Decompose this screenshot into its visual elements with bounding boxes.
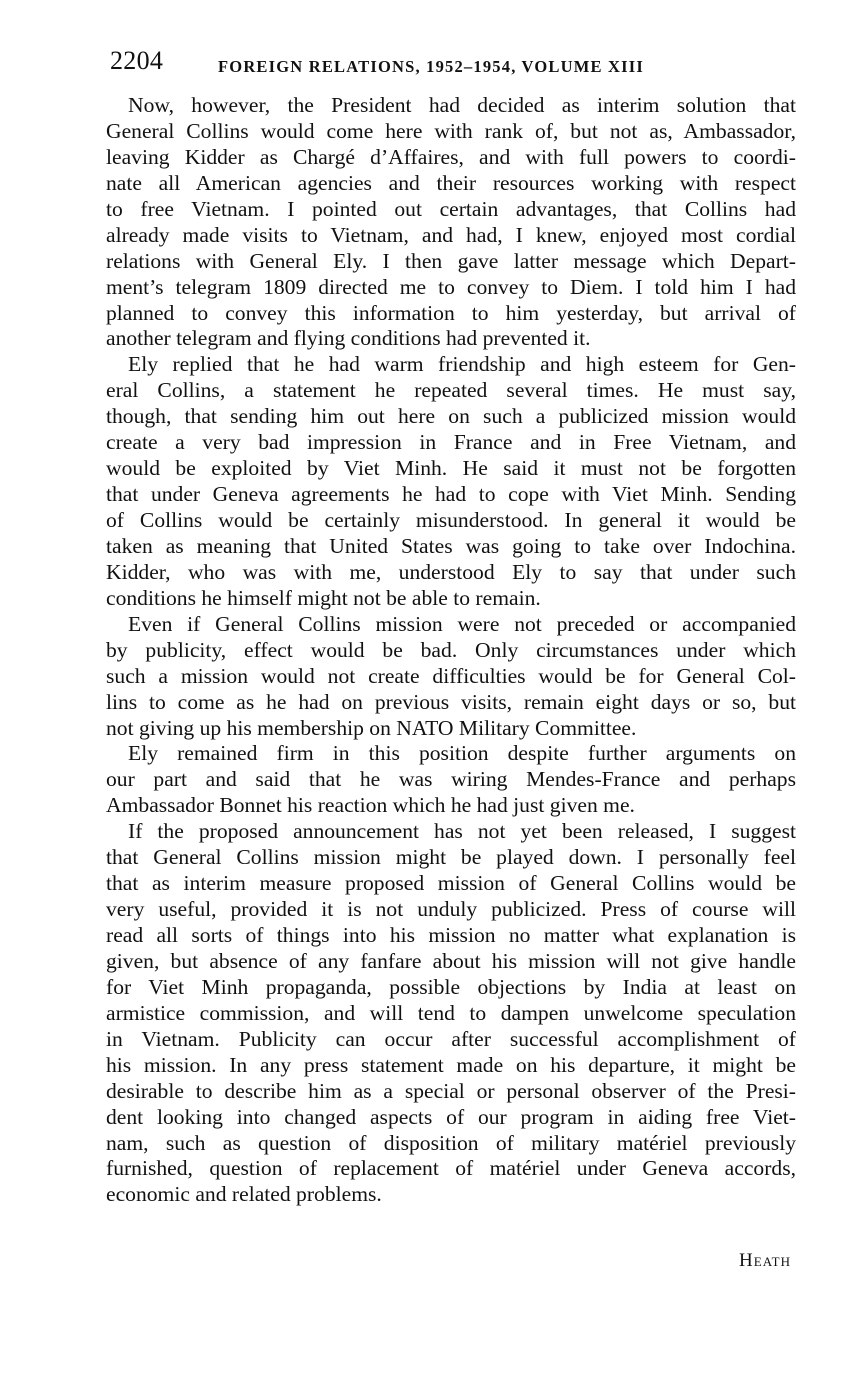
text-line: Even if General Collins mission were not preceded or accompanied <box>128 611 796 636</box>
text-line: armistice commission, and will tend to dampen unwelcome speculation <box>106 1000 796 1025</box>
signature: Heath <box>739 1250 791 1271</box>
text-line: for Viet Minh propaganda, possible objections by India at least on <box>106 974 796 999</box>
text-line: General Collins would come here with rank of, but not as, Ambassador, <box>106 118 796 143</box>
running-head: FOREIGN RELATIONS, 1952–1954, VOLUME XIII <box>218 57 644 76</box>
text-line: furnished, question of replacement of matériel under Geneva accords, <box>106 1156 796 1181</box>
text-line: Kidder, who was with me, understood Ely to say that under such <box>106 559 796 584</box>
text-line: eral Collins, a statement he repeated several times. He must say, <box>106 378 796 403</box>
text-line: another telegram and flying conditions had prevented it. <box>106 326 591 351</box>
text-line: planned to convey this information to him yesterday, but arrival of <box>106 300 796 325</box>
text-line: Ely remained firm in this position despite further arguments on <box>128 741 796 766</box>
text-line: would be exploited by Viet Minh. He said it must not be forgotten <box>106 456 796 481</box>
text-line: ment’s telegram 1809 directed me to convey to Diem. I told him I had <box>106 274 796 299</box>
text-line: economic and related problems. <box>106 1182 382 1207</box>
text-line: Ambassador Bonnet his reaction which he had just given me. <box>106 793 635 818</box>
text-line: nam, such as question of disposition of military matériel previously <box>106 1130 796 1155</box>
text-line: given, but absence of any fanfare about his mission will not give handle <box>106 948 796 973</box>
body-text <box>106 93 796 1208</box>
text-line: lins to come as he had on previous visits, remain eight days or so, but <box>106 689 796 714</box>
text-line: dent looking into changed aspects of our program in aiding free Viet- <box>106 1104 796 1129</box>
text-line: that as interim measure proposed mission of General Collins would be <box>106 871 796 896</box>
text-line: create a very bad impression in France and in Free Vietnam, and <box>106 430 796 455</box>
text-line: to free Vietnam. I pointed out certain advantages, that Collins had <box>106 196 796 221</box>
text-line: by publicity, effect would be bad. Only circumstances under which <box>106 637 796 662</box>
text-line: nate all American agencies and their resources working with respect <box>106 170 796 195</box>
text-line: leaving Kidder as Chargé d’Affaires, and with full powers to coordi- <box>106 144 796 169</box>
text-line: that under Geneva agreements he had to cope with Viet Minh. Sending <box>106 482 796 507</box>
text-line: taken as meaning that United States was going to take over Indochina. <box>106 533 796 558</box>
text-line: relations with General Ely. I then gave latter message which Depart- <box>106 248 796 273</box>
text-line: read all sorts of things into his mission no matter what explanation is <box>106 923 796 947</box>
text-line: though, that sending him out here on such a publicized mission would <box>106 404 796 429</box>
text-line: of Collins would be certainly misunderstood. In general it would be <box>106 508 796 532</box>
text-line: conditions he himself might not be able to remain. <box>106 585 541 610</box>
text-line: very useful, provided it is not unduly publicized. Press of course will <box>106 897 796 922</box>
text-line: already made visits to Vietnam, and had, I knew, enjoyed most cordial <box>106 222 796 247</box>
text-line: Now, however, the President had decided as interim solution that <box>128 93 796 117</box>
text-line: his mission. In any press statement made on his departure, it might be <box>106 1052 796 1077</box>
page-header <box>108 46 798 80</box>
text-line: not giving up his membership on NATO Military Committee. <box>106 715 637 740</box>
text-line: Ely replied that he had warm friendship and high esteem for Gen- <box>128 352 796 377</box>
text-line: desirable to describe him as a special or personal observer of the Presi- <box>106 1078 796 1103</box>
page-number: 2204 <box>110 46 164 75</box>
text-line: in Vietnam. Publicity can occur after successful accomplishment of <box>106 1026 796 1051</box>
text-line: such a mission would not create difficulties would be for General Col- <box>106 663 796 688</box>
text-line: our part and said that he was wiring Mendes-France and perhaps <box>106 767 796 792</box>
text-line: If the proposed announcement has not yet been released, I suggest <box>128 819 796 844</box>
text-line: that General Collins mission might be played down. I personally feel <box>106 845 796 870</box>
